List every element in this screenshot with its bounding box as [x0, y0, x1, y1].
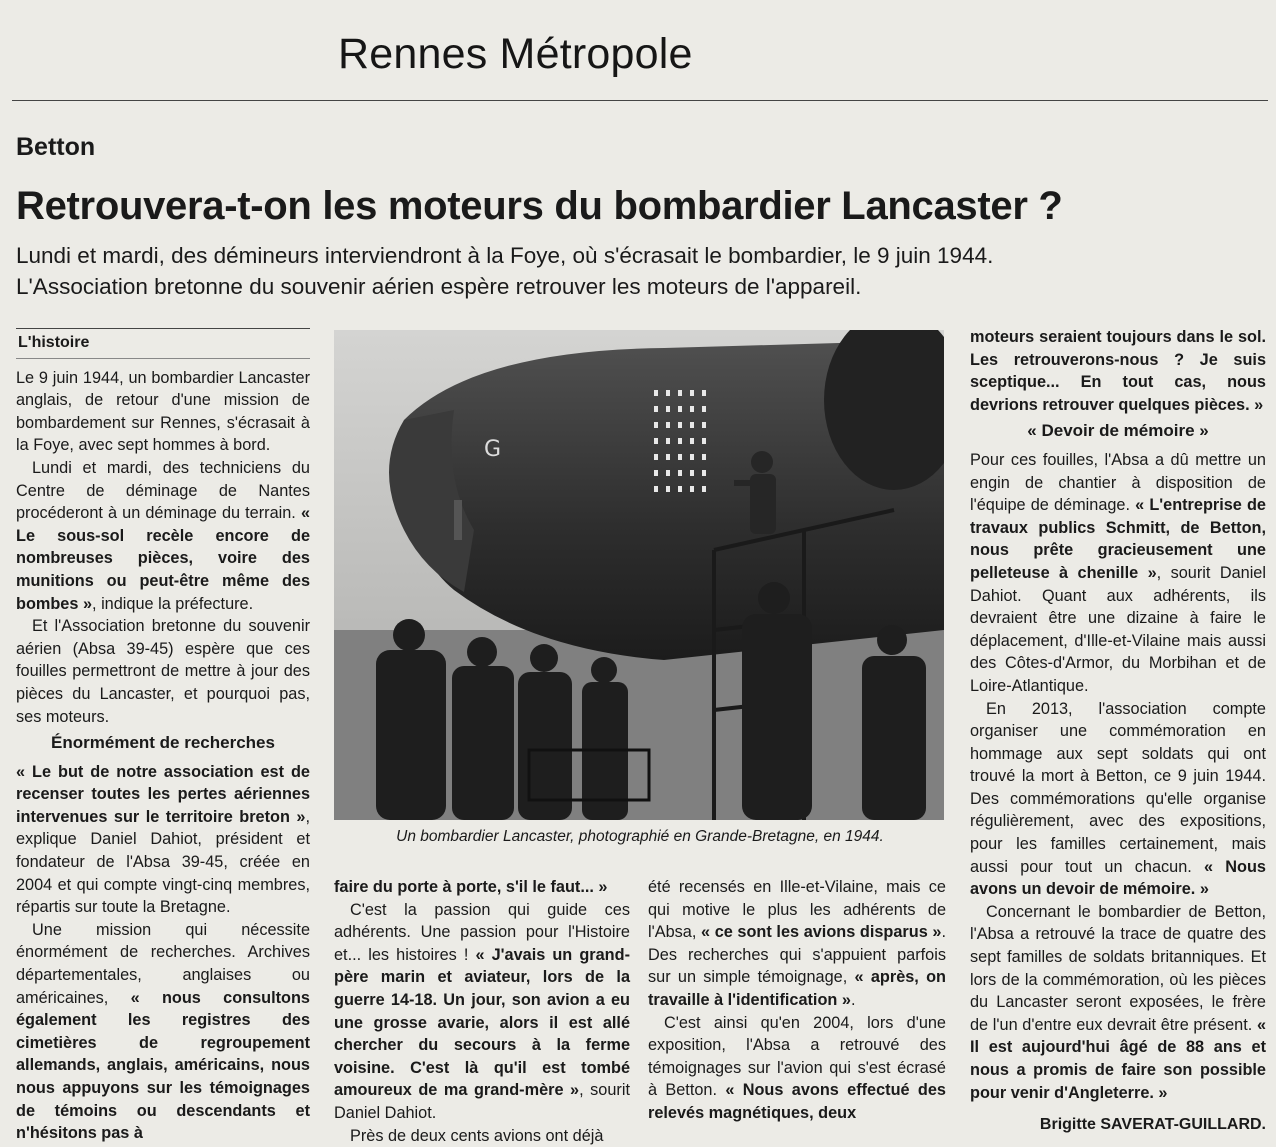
quote: « Nous avons effectué des relevés magnétiques, deux	[648, 1081, 946, 1122]
locality-label: Betton	[16, 133, 96, 161]
paragraph: « Le but de notre association est de recenser toutes les pertes aériennes intervenues sur le territoire breton », explique Daniel Dahiot, président et fondateur de l'Absa 39-45, créée en 2004 et qui compte vingt-cinq membres, répartis sur toute la Bretagne.	[16, 762, 310, 917]
paragraph: Concernant le bombardier de Betton, l'Absa a retrouvé la trace de quatre des sept familles de soldats britanniques. Et lors de la commémoration, où les pièces du Lancaster seront exposées, le frère de l'un d'entre eux devrait être présent. « Il est aujourd'hui âgé de 88 ans et nous a promis de faire son possible pour venir d'Angleterre. »	[970, 902, 1266, 1102]
paragraph: Et l'Association bretonne du souvenir aérien (Absa 39-45) espère que ces fouilles permettront de mettre à jour des pièces du Lancaster, et pourquoi pas, ses moteurs.	[16, 617, 310, 726]
subheading: « Devoir de mémoire »	[1027, 421, 1209, 441]
paragraph: Près de deux cents avions ont déjà	[350, 1126, 604, 1145]
header-rule	[12, 100, 1268, 101]
paragraph: Une mission qui nécessite énormément de recherches. Archives départementales, anglaises ou américaines, « nous consultons également les registres des cimetières de regroupement allemands, anglais, américains, nous nous appuyons sur les témoignages de témoins ou descendants et n'hésitons pas à	[16, 920, 310, 1143]
quote: « ce sont les avions disparus »	[701, 923, 942, 942]
paragraph	[334, 876, 630, 899]
subheading: Énormément de recherches	[51, 733, 275, 753]
paragraph: C'est ainsi qu'en 2004, lors d'une exposition, l'Absa a retrouvé des témoignages sur l'avion qui s'est écrasé à Betton. « Nous avons effectué des relevés magnétiques, deux	[648, 1013, 946, 1122]
quote: « Il est aujourd'hui âgé de 88 ans et nous a promis de faire son possible pour venir d'Angleterre. »	[970, 1015, 1266, 1102]
section-rubric: Rennes Métropole	[338, 30, 693, 78]
photo-caption: Un bombardier Lancaster, photographié en Grande-Bretagne, en 1944.	[396, 828, 884, 845]
article-column-2	[334, 876, 630, 1147]
paragraph: En 2013, l'association compte organiser une commémoration en hommage aux sept soldats qui ont trouvé la mort à Betton, ce 9 juin 1944. Des commémorations qu'elle organise régulièrement, avec des expositions, pour les familles certainement, mais aussi pour tout un chacun. « Nous avons un devoir de mémoire. »	[970, 699, 1266, 899]
section-label: L'histoire	[16, 328, 310, 359]
quote: « Nous avons un devoir de mémoire. »	[970, 857, 1266, 899]
standfirst-line-1: Lundi et mardi, des démineurs interviendront à la Foye, où s'écrasait le bombardier, le 9 juin 1944.	[16, 243, 994, 268]
quote: « Le but de notre association est de recenser toutes les pertes aériennes intervenues sur le territoire breton »	[16, 762, 310, 826]
paragraph: Le 9 juin 1944, un bombardier Lancaster anglais, de retour d'une mission de bombardement sur Rennes, s'écrasait à la Foye, avec sept hommes à bord.	[16, 368, 310, 455]
author-signature: Brigitte SAVERAT-GUILLARD.	[1039, 1116, 1266, 1134]
paragraph: Lundi et mardi, des techniciens du Centre de déminage de Nantes procéderont à un déminage du terrain. « Le sous-sol recèle encore de nombreuses pièces, voire des munitions ou peut-être même des bombes », indique la préfecture.	[16, 458, 311, 613]
quote: « après, on travaille à l'identification »	[648, 968, 946, 1009]
article-column-1	[16, 328, 310, 1145]
standfirst-line-2: L'Association bretonne du souvenir aérien espère retrouver les moteurs de l'appareil.	[16, 274, 862, 299]
paragraph: été recensés en Ille-et-Vilaine, mais ce qui motive le plus les adhérents de l'Absa, « ce sont les avions disparus ». Des recherches qui s'appuient parfois sur un simple témoignage, « après, on travaille à l'identification ».	[648, 878, 946, 1009]
lancaster-photo	[334, 330, 944, 820]
article-column-3	[648, 876, 946, 1125]
quote: « Le sous-sol recèle encore de nombreuses pièces, voire des munitions ou peut-être même des bombes »	[16, 504, 311, 613]
quote: « J'avais un grand-père marin et aviateur, lors de la guerre 14-18. Un jour, son avion a eu une grosse avarie, alors il est allé chercher du secours à la ferme voisine. C'est là qu'il est tombé amoureux de ma grand-mère »	[334, 945, 630, 1100]
article-headline: Retrouvera-t-on les moteurs du bombardier Lancaster ?	[16, 184, 1063, 228]
quote: faire du porte à porte, s'il le faut... »	[334, 878, 608, 896]
article-standfirst	[16, 240, 1266, 302]
paragraph: C'est la passion qui guide ces adhérents. Une passion pour l'Histoire et... les histoires ! « J'avais un grand-père marin et aviateur, lors de la guerre 14-18. Un jour, son avion a eu une grosse avarie, alors il est allé chercher du secours à la ferme voisine. C'est là qu'il est tombé amoureux de ma grand-mère », sourit Daniel Dahiot.	[334, 900, 630, 1122]
quote: « L'entreprise de travaux publics Schmitt, de Betton, nous prête gracieusement une pelleteuse à chenille »	[970, 496, 1266, 582]
article-column-4	[970, 326, 1266, 1137]
paragraph	[970, 326, 1266, 416]
nose-letter: G	[484, 437, 502, 462]
quote: moteurs seraient toujours dans le sol. Les retrouverons-nous ? Je suis sceptique... En tout cas, nous devrions retrouver quelques pièces. »	[970, 328, 1266, 414]
quote: « nous consultons également les registres des cimetières de regroupement allemands, anglais, américains, nous nous appuyons sur les témoignages de témoins ou descendants et n'hésitons pas à	[16, 988, 310, 1143]
paragraph: Pour ces fouilles, l'Absa a dû mettre un engin de chantier à disposition de l'équipe de déminage. « L'entreprise de travaux publics Schmitt, de Betton, nous prête gracieusement une pelleteuse à chenille », sourit Daniel Dahiot. Quant aux adhérents, ils devraient être une dizaine à faire le déplacement, d'Ille-et-Vilaine mais aussi des Côtes-d'Armor, du Morbihan et de Loire-Atlantique.	[970, 450, 1266, 695]
